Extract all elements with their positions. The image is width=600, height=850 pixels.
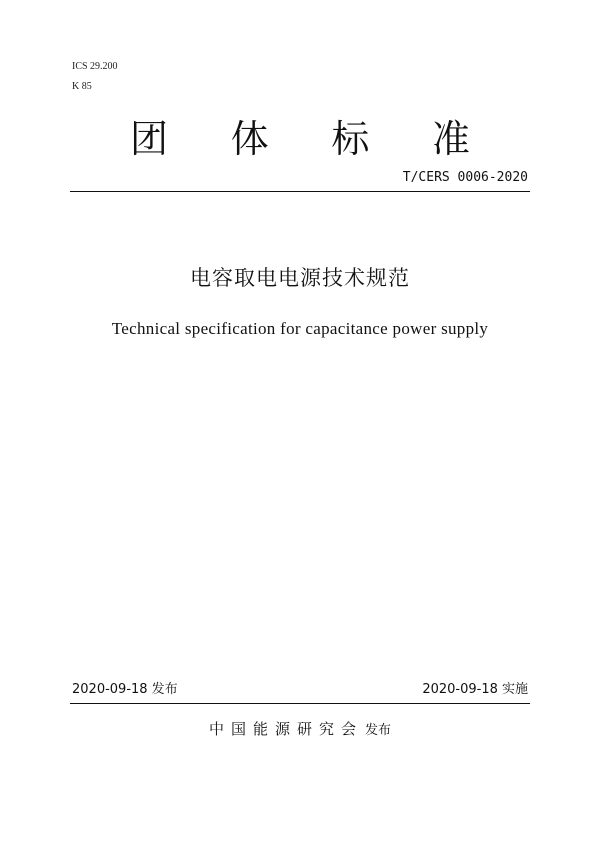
standard-type-heading (130, 116, 470, 162)
ics-code: ICS 29.200 (72, 61, 118, 72)
title-english: Technical specification for capacitance power supply (111, 319, 489, 338)
publisher-line (0, 719, 600, 741)
classification-code: K 85 (72, 81, 92, 92)
standard-type-char: 标 (331, 117, 370, 161)
publisher-organization: 中国能源研究会 (208, 720, 363, 738)
title-chinese: 电容取电电源技术规范 (190, 266, 410, 290)
issue-date: 2020-09-18 发布 (72, 682, 178, 697)
standard-type-char: 体 (230, 117, 269, 161)
publisher-action: 发布 (365, 723, 392, 738)
standard-type-char: 团 (130, 117, 169, 161)
standard-number: T/CERS 0006-2020 (402, 170, 528, 185)
implementation-date: 2020-09-18 实施 (422, 682, 528, 697)
standard-type-char: 准 (431, 117, 470, 161)
bottom-divider (70, 703, 530, 704)
top-divider (70, 191, 530, 192)
